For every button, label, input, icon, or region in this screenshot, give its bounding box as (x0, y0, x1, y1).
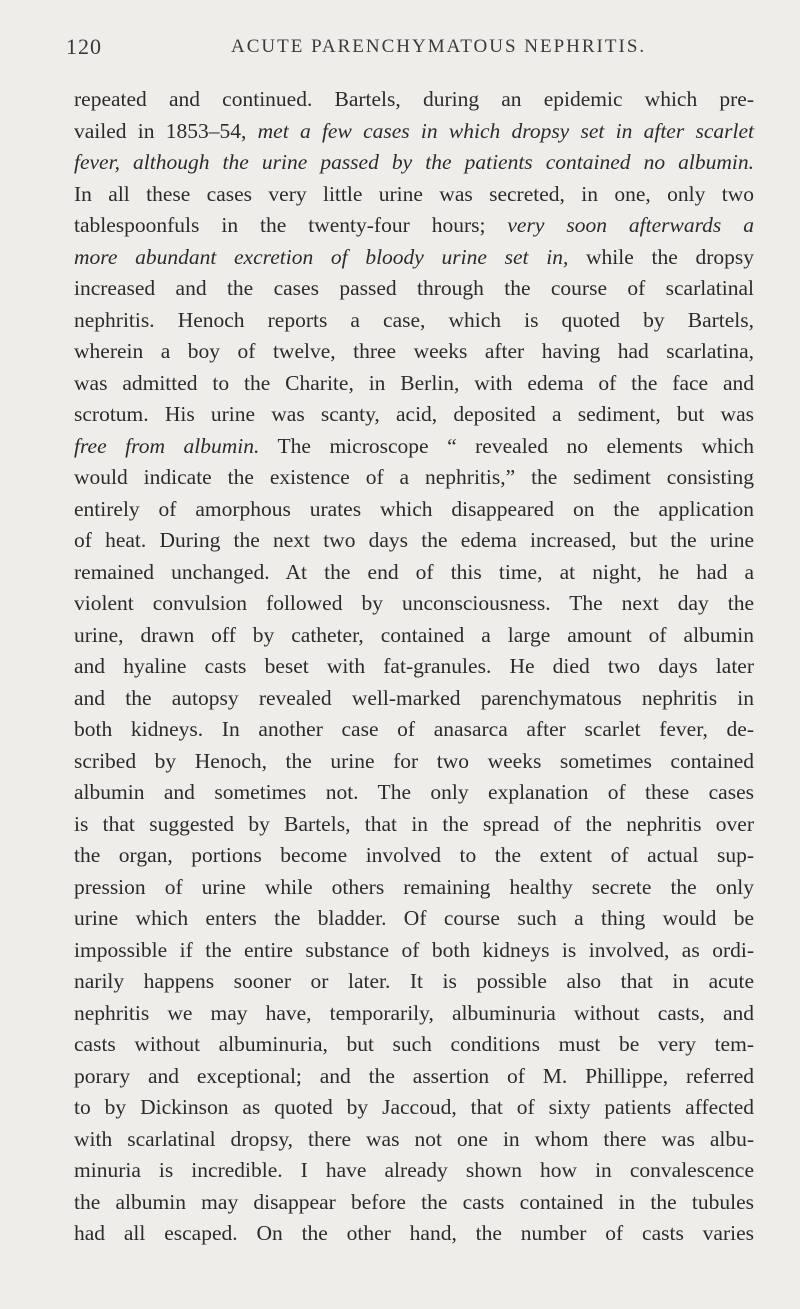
text-line (74, 809, 754, 841)
text-line (74, 683, 754, 715)
text-segment: The microscope “ revealed no elements which (259, 433, 754, 458)
text-line (74, 431, 754, 463)
text-segment: remained unchanged. At the end of this time, at night, he had a (74, 559, 754, 584)
text-segment: both kidneys. In another case of anasarca after scarlet fever, de- (74, 717, 754, 741)
italic-segment: free from albumin. (74, 433, 260, 458)
text-segment: porary and exceptional; and the assertion of M. Phillippe, referred (74, 1063, 754, 1088)
text-line (74, 147, 754, 179)
text-line (74, 746, 754, 778)
italic-segment: more abundant excretion of bloody urine set in, (74, 244, 569, 269)
text-line (74, 1218, 754, 1250)
text-line (74, 1029, 754, 1061)
text-line (74, 273, 754, 305)
text-segment: the albumin may disappear before the casts contained in the tubules (74, 1189, 754, 1214)
text-segment: nephritis. Henoch reports a case, which is quoted by Bartels, (74, 307, 754, 332)
text-segment: violent convulsion followed by unconsciousness. The next day the (74, 591, 754, 615)
text-segment: tablespoonfuls in the twenty-four hours; (74, 213, 508, 237)
text-segment: In all these cases very little urine was secreted, in one, only two (74, 181, 754, 206)
text-line (74, 935, 754, 967)
italic-segment: met a few cases in which dropsy set in after scarlet (257, 118, 754, 143)
text-segment: with scarlatinal dropsy, there was not one in whom there was albu- (74, 1126, 754, 1151)
text-segment: is that suggested by Bartels, that in the spread of the nephritis over (74, 811, 754, 836)
text-segment: minuria is incredible. I have already shown how in convalescence (74, 1158, 754, 1182)
text-line (74, 1092, 754, 1124)
text-line (74, 242, 754, 274)
text-line (74, 966, 754, 998)
text-segment: urine, drawn off by catheter, contained a large amount of albumin (74, 622, 754, 647)
text-segment: increased and the cases passed through the course of scarlatinal (74, 276, 754, 300)
text-line (74, 525, 754, 557)
text-segment: of heat. During the next two days the edema increased, but the urine (74, 528, 754, 552)
text-line (74, 1187, 754, 1219)
text-line (74, 777, 754, 809)
page-number: 120 (66, 34, 102, 59)
text-segment: to by Dickinson as quoted by Jaccoud, that of sixty patients affected (74, 1095, 754, 1119)
text-segment: narily happens sooner or later. It is possible also that in acute (74, 969, 754, 993)
text-line (74, 588, 754, 620)
running-title: ACUTE PARENCHYMATOUS NEPHRITIS. (231, 36, 647, 57)
text-line (74, 399, 754, 431)
text-segment: would indicate the existence of a nephritis,” the sediment consisting (74, 465, 754, 489)
text-line (74, 557, 754, 589)
text-line (74, 840, 754, 872)
text-line (74, 903, 754, 935)
text-segment: was admitted to the Charite, in Berlin, with edema of the face and (74, 370, 754, 395)
text-line (74, 336, 754, 368)
text-segment: nephritis we may have, temporarily, albuminuria without casts, and (74, 1000, 754, 1025)
text-line (74, 462, 754, 494)
text-line (74, 1155, 754, 1187)
text-line (74, 620, 754, 652)
text-segment: and hyaline casts beset with fat-granules. He died two days later (74, 654, 754, 678)
text-line (74, 494, 754, 526)
text-segment: repeated and continued. Bartels, during an epidemic which pre- (74, 87, 754, 111)
text-line (74, 368, 754, 400)
text-line (74, 714, 754, 746)
text-segment: entirely of amorphous urates which disappeared on the application (74, 496, 754, 521)
text-line (74, 998, 754, 1030)
text-line (74, 84, 754, 116)
text-segment: and the autopsy revealed well-marked parenchymatous nephritis in (74, 685, 754, 710)
italic-segment: very soon afterwards a (507, 213, 754, 237)
body-text (74, 84, 754, 1250)
text-segment: impossible if the entire substance of both kidneys is involved, as ordi- (74, 937, 754, 962)
text-line (74, 1061, 754, 1093)
text-segment: had all escaped. On the other hand, the number of casts varies (74, 1221, 754, 1245)
text-line (74, 179, 754, 211)
text-line (74, 872, 754, 904)
text-segment: while the dropsy (568, 244, 754, 269)
text-segment: vailed in 1853–54, (74, 118, 258, 143)
text-segment: scrotum. His urine was scanty, acid, deposited a sediment, but was (74, 402, 754, 426)
text-segment: wherein a boy of twelve, three weeks after having had scarlatina, (74, 339, 754, 363)
running-head (66, 34, 766, 68)
text-line (74, 116, 754, 148)
text-line (74, 210, 754, 242)
text-line (74, 305, 754, 337)
text-segment: casts without albuminuria, but such conditions must be very tem- (74, 1032, 754, 1056)
text-segment: urine which enters the bladder. Of course such a thing would be (74, 906, 754, 930)
text-segment: the organ, portions become involved to the extent of actual sup- (74, 843, 754, 867)
text-line (74, 1124, 754, 1156)
text-segment: scribed by Henoch, the urine for two weeks sometimes contained (74, 748, 754, 773)
text-segment: albumin and sometimes not. The only explanation of these cases (74, 780, 754, 804)
text-line (74, 651, 754, 683)
text-segment: pression of urine while others remaining healthy secrete the only (74, 874, 754, 899)
italic-segment: fever, although the urine passed by the patients contained no albumin. (74, 150, 754, 174)
